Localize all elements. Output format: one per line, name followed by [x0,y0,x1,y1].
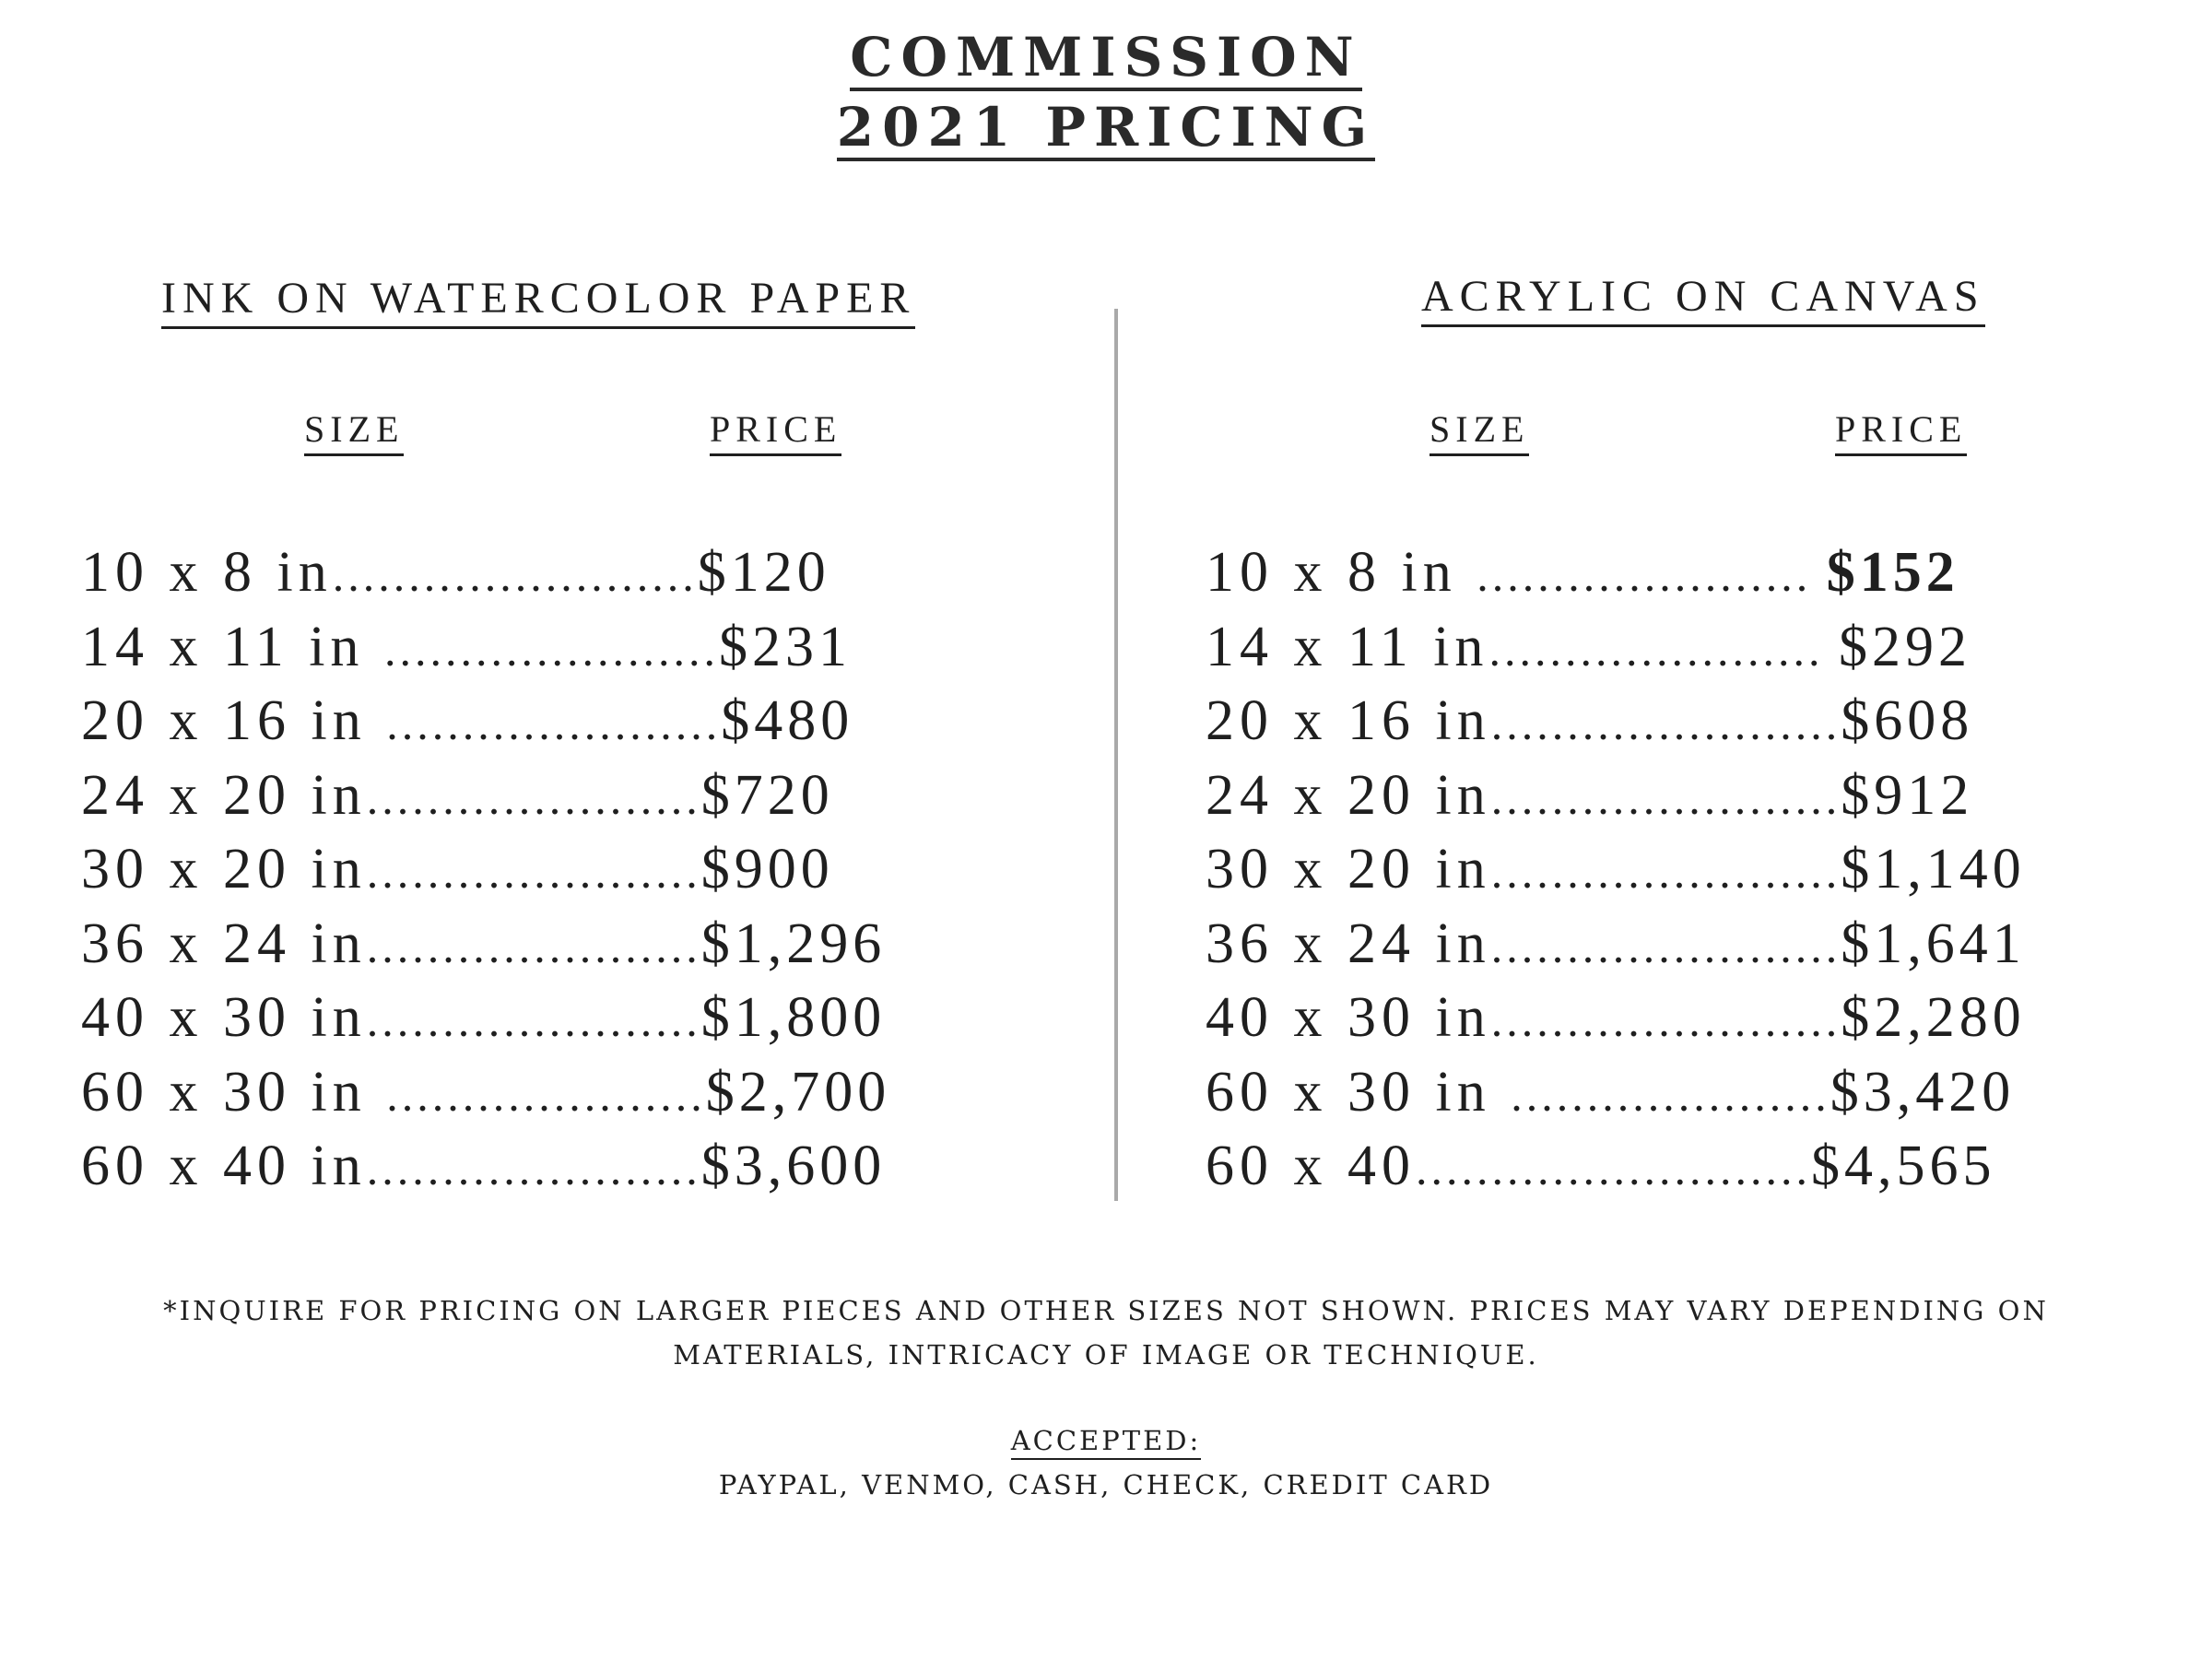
right-size-label-text: SIZE [1430,411,1529,456]
price-text: $2,280 [1841,987,2026,1049]
acrylic-price-list [1206,542,2192,1210]
price-text: $608 [1841,690,1974,752]
price-text: $1,641 [1841,912,2026,975]
size-text: 20 x 16 in [81,690,387,752]
column-divider [1114,309,1118,1201]
title-commission: COMMISSION [850,29,1361,91]
left-size-label-text: SIZE [304,411,404,456]
size-text: 36 x 24 in [1206,912,1491,975]
size-text: 60 x 30 in [1206,1061,1512,1124]
price-row [81,542,1067,617]
price-row [81,987,1067,1062]
accepted-heading [0,1425,2212,1460]
size-text: 10 x 8 in [81,542,333,604]
leader-dots: ...................... [366,994,701,1046]
leader-dots: ..................... [1511,1068,1830,1121]
title-line-2 [0,96,2212,161]
price-text: $1,140 [1841,839,2026,900]
leader-dots: ..................... [386,1068,706,1121]
right-section-heading [1421,271,1985,327]
size-text: 14 x 11 in [81,616,384,678]
leader-dots: ...................... [1477,549,1827,601]
price-row [1206,1062,2192,1136]
size-text: 60 x 40 in [81,1135,367,1197]
leader-dots: ....................... [1490,698,1841,749]
right-size-label [1430,407,1529,456]
right-heading-text: ACRYLIC ON CANVAS [1421,275,1985,327]
price-row [81,690,1067,765]
left-price-label [710,407,841,456]
right-price-label [1835,407,1967,456]
title-pricing-year: 2021 PRICING [837,100,1375,161]
price-row [1206,765,2192,840]
accepted-label: ACCEPTED: [1011,1425,1202,1460]
price-text: $3,420 [1830,1061,2016,1124]
price-text: $152 [1826,542,1959,604]
leader-dots: ...................... [1488,623,1839,676]
price-row [81,617,1067,691]
price-text: $292 [1838,616,1971,678]
leader-dots: ....................... [1490,994,1841,1046]
payment-methods: PAYPAL, VENMO, CASH, CHECK, CREDIT CARD [718,1469,1494,1500]
size-text: 36 x 24 in [81,912,367,975]
left-price-label-text: PRICE [710,411,841,456]
left-heading-text: INK ON WATERCOLOR PAPER [161,276,915,329]
size-text: 24 x 20 in [81,764,367,827]
leader-dots: ....................... [1490,771,1841,824]
leader-dots: ...................... [386,698,722,749]
size-text: 60 x 30 in [81,1061,387,1124]
price-text: $120 [697,542,830,604]
price-row [81,1135,1067,1210]
size-text: 40 x 30 in [81,987,367,1049]
size-text: 24 x 20 in [1206,764,1491,827]
price-text: $3,600 [700,1135,887,1197]
leader-dots: ...................... [366,846,701,898]
size-text: 20 x 16 in [1206,690,1491,752]
size-text: 30 x 20 in [1206,839,1491,900]
leader-dots: ...................... [366,771,701,824]
price-text: $4,565 [1811,1135,1996,1197]
leader-dots: ....................... [1490,846,1841,898]
price-row [81,765,1067,840]
price-row [81,839,1067,913]
price-text: $231 [718,616,852,678]
price-row [1206,690,2192,765]
leader-dots: .......................... [1416,1143,1811,1194]
size-text: 60 x 40 [1206,1135,1416,1197]
price-row [1206,913,2192,988]
price-row [1206,617,2192,691]
price-row [1206,987,2192,1062]
leader-dots: ...................... [366,920,701,972]
size-text: 40 x 30 in [1206,987,1491,1049]
leader-dots: ...................... [383,623,719,676]
price-row [1206,1135,2192,1210]
pricing-note-line-2: MATERIALS, INTRICACY OF IMAGE OR TECHNIQUE. [673,1339,1539,1371]
price-text: $720 [700,764,834,827]
size-text: 10 x 8 in [1206,542,1477,604]
price-row [1206,542,2192,617]
price-row [1206,839,2192,913]
price-text: $912 [1841,764,1974,827]
price-text: $2,700 [705,1061,891,1124]
price-text: $1,800 [700,987,887,1049]
leader-dots: ........................ [332,549,698,601]
pricing-note-line-1: *INQUIRE FOR PRICING ON LARGER PIECES AND OTHER SIZES NOT SHOWN. PRICES MAY VARY DEPENDING ON [163,1295,2049,1326]
size-text: 14 x 11 in [1206,616,1489,678]
price-row [81,1062,1067,1136]
leader-dots: ....................... [1490,920,1841,972]
size-text: 30 x 20 in [81,839,367,900]
price-text: $480 [721,690,854,752]
price-text: $900 [700,839,834,900]
title-line-1 [0,26,2212,91]
right-price-label-text: PRICE [1835,411,1967,456]
price-row [81,913,1067,988]
leader-dots: ...................... [366,1143,701,1194]
price-text: $1,296 [700,912,887,975]
ink-price-list [81,542,1067,1210]
left-size-label [304,407,404,456]
left-section-heading [161,273,915,329]
